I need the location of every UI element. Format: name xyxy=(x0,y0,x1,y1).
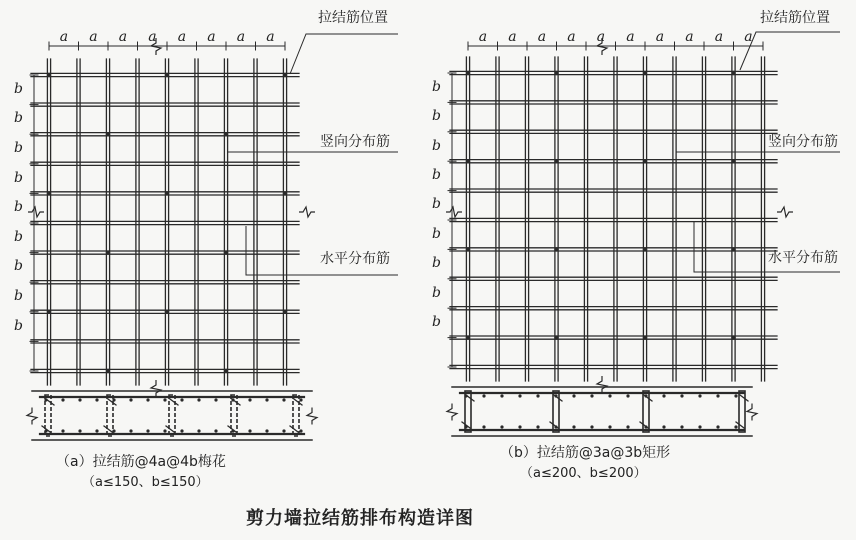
right-spacing-b: b xyxy=(432,166,441,183)
left-section-hook xyxy=(170,399,178,405)
left-break-mark xyxy=(299,207,315,217)
left-spacing-b: b xyxy=(14,258,23,275)
left-section-bar-dot xyxy=(163,398,166,401)
right-section-bar-dot xyxy=(680,394,683,397)
left-section-hook xyxy=(104,426,112,432)
left-subcaption: （a≤150、b≤150） xyxy=(82,475,209,490)
right-section-bar-dot xyxy=(680,425,683,428)
left-tie-mark xyxy=(47,73,51,77)
right-section-bar-dot xyxy=(536,425,539,428)
left-break-mark xyxy=(27,408,37,425)
left-section-bar-dot xyxy=(231,398,234,401)
left-section-bar-dot xyxy=(248,398,251,401)
right-spacing-b: b xyxy=(432,284,441,301)
right-spacing-a: a xyxy=(508,29,517,45)
left-spacing-b: b xyxy=(14,228,23,245)
right-spacing-a: a xyxy=(744,29,753,45)
right-section-bar-dot xyxy=(734,425,737,428)
left-spacing-b: b xyxy=(14,110,23,127)
left-spacing-b: b xyxy=(14,199,23,216)
left-section-bar-dot xyxy=(61,398,64,401)
right-spacing-a: a xyxy=(655,29,665,45)
right-section-bar-dot xyxy=(698,425,701,428)
left-section-bar-dot xyxy=(44,398,47,401)
right-section-bar-dot xyxy=(572,425,575,428)
left-section-bar-dot xyxy=(180,429,183,432)
right-section-bar-dot xyxy=(518,425,521,428)
right-section-bar-dot xyxy=(734,394,737,397)
left-spacing-a: a xyxy=(207,29,216,45)
left-tie-mark xyxy=(106,132,110,136)
left-section-bar-dot xyxy=(248,429,251,432)
left-section-bar-dot xyxy=(197,429,200,432)
left-tie-position-label: 拉结筋位置 xyxy=(318,10,388,26)
left-spacing-b: b xyxy=(14,169,23,186)
right-section-bar-dot xyxy=(500,394,503,397)
left-spacing-a: a xyxy=(236,29,246,45)
left-tie-mark xyxy=(165,73,169,77)
left-break-mark xyxy=(307,408,317,425)
left-section-bar-dot xyxy=(231,429,234,432)
right-spacing-a: a xyxy=(478,29,488,45)
right-section-bar-dot xyxy=(590,425,593,428)
left-section-bar-dot xyxy=(299,429,302,432)
right-spacing-b: b xyxy=(432,255,441,272)
right-section-bar-dot xyxy=(482,425,485,428)
right-subcaption: （a≤200、b≤200） xyxy=(520,466,647,481)
left-section-bar-dot xyxy=(282,398,285,401)
right-leader-line xyxy=(740,29,840,70)
left-section-bar-dot xyxy=(78,398,81,401)
right-tie-mark xyxy=(466,159,470,163)
right-tie-mark xyxy=(554,335,558,339)
left-tie-mark xyxy=(165,310,169,314)
left-leader-line xyxy=(290,34,398,74)
right-section-bar-dot xyxy=(500,425,503,428)
left-spacing-b: b xyxy=(14,317,23,334)
left-spacing-b: b xyxy=(14,140,23,156)
right-spacing-a: a xyxy=(537,29,547,45)
right-tie-mark xyxy=(554,247,558,251)
right-section-bar-dot xyxy=(662,425,665,428)
left-section-bar-dot xyxy=(78,429,81,432)
left-break-mark xyxy=(28,207,44,217)
left-section-hook xyxy=(166,426,174,432)
right-horizontal-bar-label: 水平分布筋 xyxy=(768,250,838,266)
right-break-mark xyxy=(597,376,607,393)
right-spacing-a: a xyxy=(685,29,694,45)
right-spacing-a: a xyxy=(567,29,576,45)
left-section-bar-dot xyxy=(265,398,268,401)
left-tie-mark xyxy=(283,191,287,195)
right-break-mark xyxy=(747,404,757,421)
right-section-bar-dot xyxy=(626,425,629,428)
left-horizontal-bar-label: 水平分布筋 xyxy=(320,251,390,267)
left-section-bar-dot xyxy=(95,429,98,432)
right-section-bar-dot xyxy=(608,425,611,428)
left-vertical-bar-label: 竖向分布筋 xyxy=(320,134,390,150)
right-break-mark xyxy=(446,207,462,217)
right-tie-mark xyxy=(466,71,470,75)
left-section-bar-dot xyxy=(44,429,47,432)
left-section-bar-dot xyxy=(112,429,115,432)
left-spacing-b: b xyxy=(14,80,23,97)
left-section-bar-dot xyxy=(265,429,268,432)
left-tie-mark xyxy=(224,250,228,254)
left-section-bar-dot xyxy=(214,398,217,401)
right-spacing-b: b xyxy=(432,196,441,213)
right-section-bar-dot xyxy=(716,394,719,397)
left-section-bar-dot xyxy=(146,429,149,432)
left-spacing-a: a xyxy=(89,29,98,45)
right-tie-mark xyxy=(643,247,647,251)
right-tie-mark xyxy=(554,71,558,75)
right-section-bar-dot xyxy=(608,394,611,397)
left-section-bar-dot xyxy=(112,398,115,401)
right-spacing-a: a xyxy=(626,29,635,45)
left-tie-mark xyxy=(165,191,169,195)
right-tie-mark xyxy=(731,159,735,163)
right-tie-mark xyxy=(731,335,735,339)
right-section-bar-dot xyxy=(626,394,629,397)
right-section-hook xyxy=(740,395,748,401)
right-section-bar-dot xyxy=(698,394,701,397)
left-tie-mark xyxy=(283,310,287,314)
left-spacing-a: a xyxy=(148,29,157,45)
right-tie-mark xyxy=(643,71,647,75)
right-section-bar-dot xyxy=(662,394,665,397)
left-spacing-a: a xyxy=(59,29,69,45)
right-tie-mark xyxy=(731,71,735,75)
left-section-bar-dot xyxy=(214,429,217,432)
right-spacing-a: a xyxy=(714,29,724,45)
left-section-bar-dot xyxy=(146,398,149,401)
right-spacing-b: b xyxy=(432,108,441,125)
right-tie-mark xyxy=(466,247,470,251)
right-caption: （b）拉结筋@3a@3b矩形 xyxy=(500,445,671,461)
left-section-hook xyxy=(290,426,298,432)
right-tie-mark xyxy=(731,247,735,251)
right-spacing-b: b xyxy=(432,137,441,154)
left-tie-mark xyxy=(224,132,228,136)
drawing-title: 剪力墙拉结筋排布构造详图 xyxy=(246,508,474,529)
right-section-bar-dot xyxy=(644,425,647,428)
right-section-bar-dot xyxy=(464,425,467,428)
right-tie-position-label: 拉结筋位置 xyxy=(760,10,830,26)
right-spacing-a: a xyxy=(596,29,606,45)
left-section-bar-dot xyxy=(163,429,166,432)
right-section-bar-dot xyxy=(482,394,485,397)
left-tie-mark xyxy=(224,369,228,373)
left-tie-mark xyxy=(283,73,287,77)
left-section-bar-dot xyxy=(299,398,302,401)
right-section-bar-dot xyxy=(590,394,593,397)
left-spacing-a: a xyxy=(177,29,187,45)
right-tie-mark xyxy=(466,335,470,339)
right-break-mark xyxy=(777,207,793,217)
left-section-bar-dot xyxy=(129,398,132,401)
left-tie-mark xyxy=(106,250,110,254)
right-spacing-b: b xyxy=(432,78,441,95)
right-section-bar-dot xyxy=(644,394,647,397)
right-tie-mark xyxy=(643,159,647,163)
right-section-bar-dot xyxy=(572,394,575,397)
right-section-bar-dot xyxy=(554,425,557,428)
left-break-mark xyxy=(151,380,161,397)
left-section-bar-dot xyxy=(197,398,200,401)
left-caption: （a）拉结筋@4a@4b梅花 xyxy=(56,454,226,470)
right-section-bar-dot xyxy=(554,394,557,397)
right-vertical-bar-label: 竖向分布筋 xyxy=(768,134,838,150)
left-section-bar-dot xyxy=(95,398,98,401)
right-tie-mark xyxy=(554,159,558,163)
right-section-bar-dot xyxy=(518,394,521,397)
left-section-bar-dot xyxy=(129,429,132,432)
left-section-bar-dot xyxy=(180,398,183,401)
left-spacing-b: b xyxy=(14,288,23,304)
left-section-bar-dot xyxy=(282,429,285,432)
right-section-bar-dot xyxy=(716,425,719,428)
right-break-mark xyxy=(447,404,457,421)
left-spacing-a: a xyxy=(266,29,275,45)
left-tie-mark xyxy=(47,191,51,195)
right-tie-mark xyxy=(643,335,647,339)
left-tie-mark xyxy=(47,310,51,314)
right-section-bar-dot xyxy=(464,394,467,397)
right-spacing-b: b xyxy=(432,313,441,330)
right-spacing-b: b xyxy=(432,225,441,242)
left-section-bar-dot xyxy=(61,429,64,432)
left-spacing-a: a xyxy=(118,29,128,45)
left-tie-mark xyxy=(106,369,110,373)
right-section-bar-dot xyxy=(536,394,539,397)
